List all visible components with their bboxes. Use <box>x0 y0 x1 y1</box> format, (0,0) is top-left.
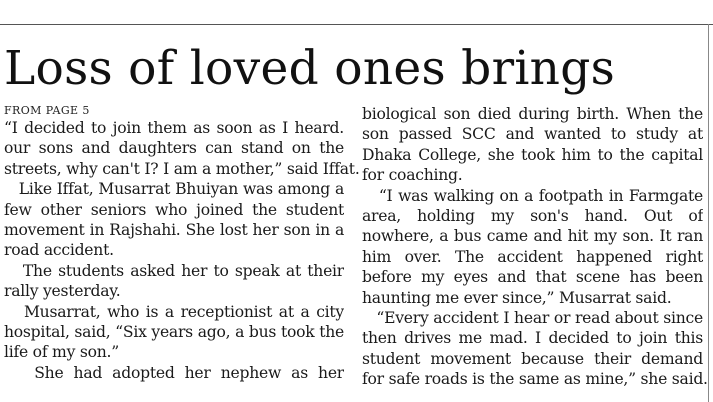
text-line: student movement because their demand <box>362 349 703 368</box>
text-line: life of my son.” <box>4 343 119 362</box>
text-line: for coaching. <box>362 166 463 185</box>
text-line: our sons and daughters can stand on the <box>4 139 344 158</box>
text-line: “I was walking on a footpath in Farmgate <box>362 186 703 205</box>
text-line: before my eyes and that scene has been <box>362 268 703 287</box>
jump-label: FROM PAGE 5 <box>4 104 90 117</box>
text-line: few other seniors who joined the student <box>4 200 344 219</box>
text-line: Musarrat, who is a receptionist at a city <box>4 302 344 321</box>
text-line: nowhere, a bus came and hit my son. It ran <box>362 227 703 246</box>
text-line: then drives me mad. I decided to join this <box>362 329 703 348</box>
text-line: hospital, said, “Six years ago, a bus took the <box>4 322 344 341</box>
left-column <box>4 104 360 383</box>
text-line: son passed SCC and wanted to study at <box>362 125 703 144</box>
text-line: The students asked her to speak at their <box>4 261 344 280</box>
left-column-body <box>4 118 360 383</box>
text-line: movement in Rajshahi. She lost her son in a <box>4 220 344 239</box>
text-line: rally yesterday. <box>4 282 121 301</box>
text-line: Like Iffat, Musarrat Bhuiyan was among a <box>4 180 344 199</box>
top-rule <box>0 24 713 25</box>
text-line: biological son died during birth. When the <box>362 105 703 123</box>
column-edge-rule <box>708 24 709 402</box>
text-line: She had adopted her nephew as her <box>4 363 344 382</box>
text-line: haunting me ever since,” Musarrat said. <box>362 288 672 307</box>
text-line: Dhaka College, she took him to the capital <box>362 145 703 164</box>
right-column-body <box>362 104 708 389</box>
text-line: area, holding my son's hand. Out of <box>362 206 703 225</box>
headline: Loss of loved ones brings <box>4 41 616 96</box>
text-line: road accident. <box>4 241 114 260</box>
text-line: him over. The accident happened right <box>362 247 703 266</box>
text-line: for safe roads is the same as mine,” she said. <box>362 370 708 389</box>
right-column <box>362 104 708 389</box>
text-line: “Every accident I hear or read about since <box>362 308 703 327</box>
text-line: “I decided to join them as soon as I heard. <box>4 119 344 137</box>
text-line: streets, why can't I? I am a mother,” said Iffat. <box>4 159 360 178</box>
